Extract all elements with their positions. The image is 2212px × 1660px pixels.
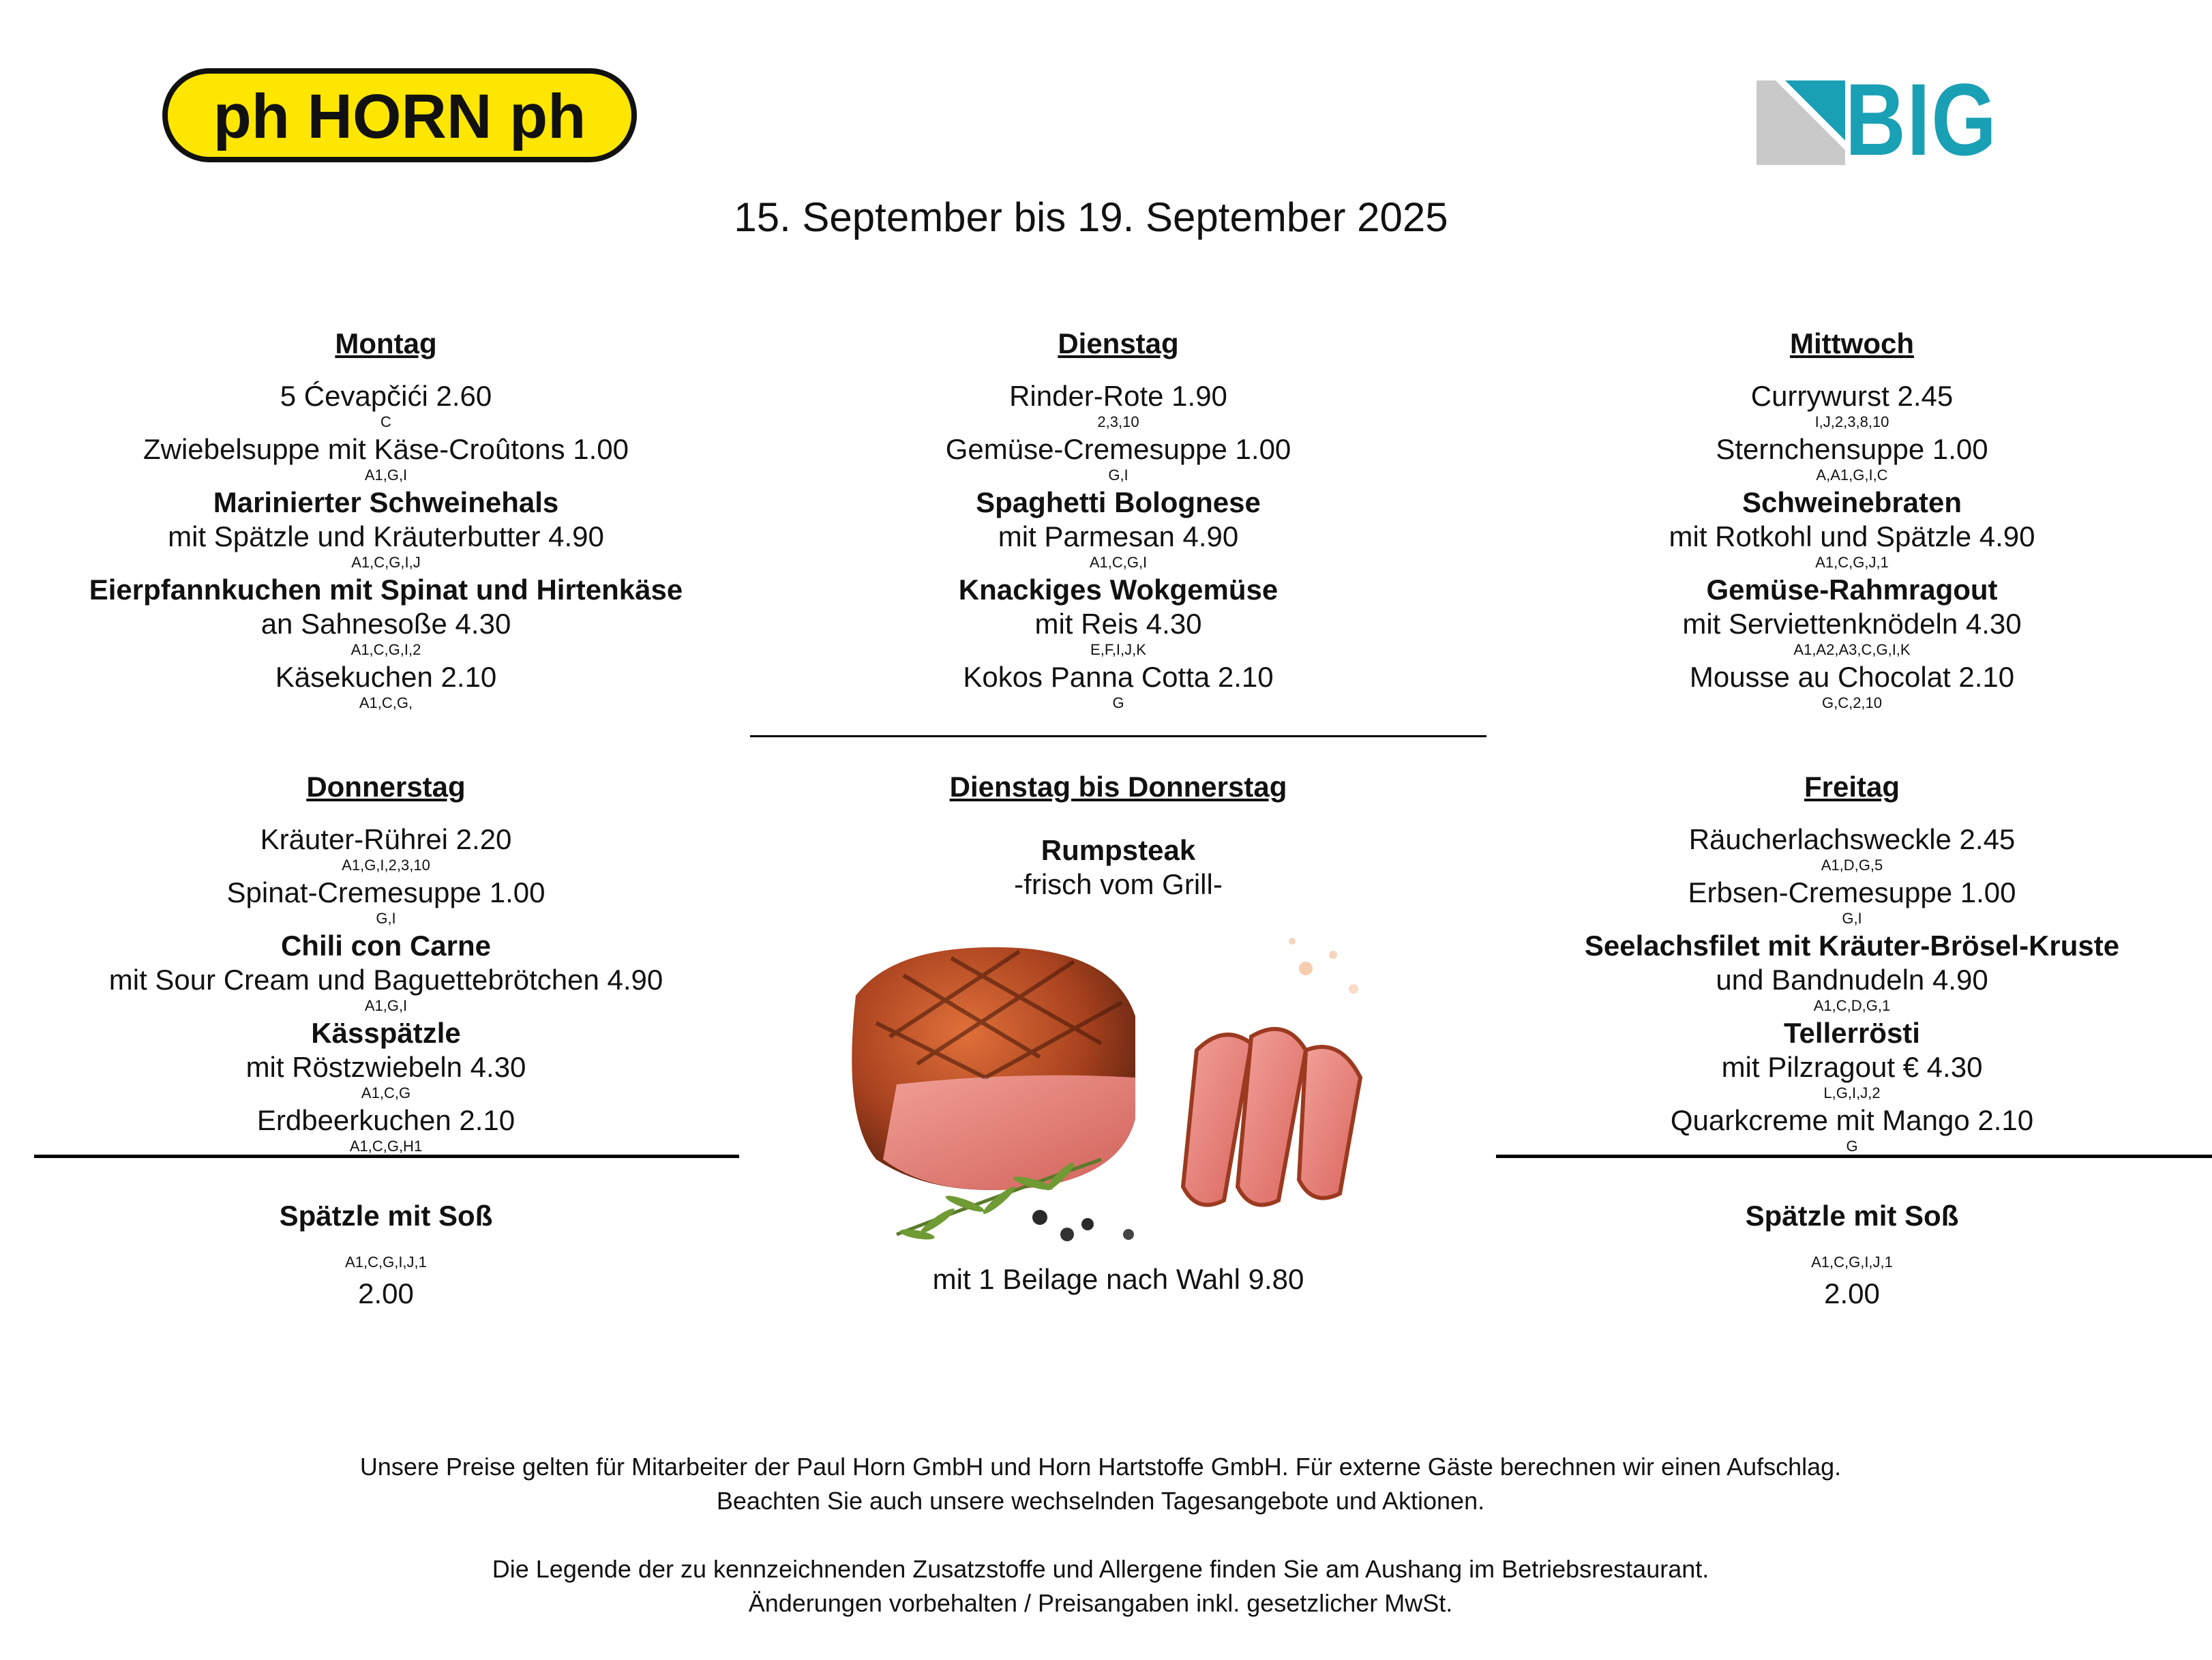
day-column-dienstag bbox=[757, 327, 1480, 713]
allergen-codes: A1,C,G,I bbox=[1089, 554, 1148, 571]
steak-illustration bbox=[815, 914, 1429, 1255]
menu-item-title: Seelachsfilet mit Kräuter-Brösel-Kruste bbox=[1584, 930, 2120, 962]
allergen-codes: A1,G,I bbox=[364, 997, 408, 1014]
allergen-codes: L,G,I,J,2 bbox=[1823, 1084, 1881, 1101]
divider-line bbox=[750, 735, 1486, 737]
menu-item: Currywurst 2.45 bbox=[1750, 380, 1954, 412]
allergen-codes: A1,C,D,G,1 bbox=[1813, 997, 1891, 1014]
allergen-codes: I,J,2,3,8,10 bbox=[1814, 413, 1889, 430]
day-title: Montag bbox=[335, 327, 437, 359]
allergen-codes: A1,C,G,I,J,1 bbox=[1811, 1254, 1893, 1271]
menu-item-title: Marinierter Schweinehals bbox=[213, 486, 559, 518]
allergen-codes: G,I bbox=[376, 910, 396, 927]
menu-item: Zwiebelsuppe mit Käse-Croûtons 1.00 bbox=[143, 433, 629, 465]
day-title: Mittwoch bbox=[1790, 327, 1914, 359]
allergen-codes: A1,G,I,2,3,10 bbox=[342, 857, 430, 874]
extra-title: Spätzle mit Soß bbox=[1745, 1200, 1959, 1232]
footer-line-4: Änderungen vorbehalten / Preisangaben inkl. gesetzlicher MwSt. bbox=[748, 1589, 1453, 1617]
menu-item: Rinder-Rote 1.90 bbox=[1009, 380, 1227, 412]
allergen-codes: G bbox=[1112, 694, 1124, 711]
day-column-montag bbox=[25, 327, 747, 713]
menu-item-title: Chili con Carne bbox=[280, 930, 492, 962]
day-column-freitag bbox=[1491, 771, 2212, 1157]
day-title: Donnerstag bbox=[306, 771, 466, 803]
divider-line bbox=[34, 1155, 739, 1158]
day-column-mittwoch bbox=[1491, 327, 2212, 713]
allergen-codes: A,A1,G,I,C bbox=[1816, 466, 1888, 484]
extra-price: 2.00 bbox=[1824, 1277, 1880, 1309]
extra-right bbox=[1491, 1199, 2212, 1311]
menu-item: Käsekuchen 2.10 bbox=[275, 661, 497, 693]
allergen-codes: A1,C,G,I,J bbox=[351, 554, 421, 571]
menu-item: Quarkcreme mit Mango 2.10 bbox=[1670, 1104, 2034, 1136]
menu-item-title: Kässpätzle bbox=[311, 1017, 461, 1049]
special-dish-subtitle: -frisch vom Grill- bbox=[1014, 868, 1223, 900]
menu-item-title: Eierpfannkuchen mit Spinat und Hirtenkäse bbox=[89, 574, 683, 606]
menu-item: Räucherlachsweckle 2.45 bbox=[1688, 823, 2016, 855]
allergen-codes: 2,3,10 bbox=[1097, 413, 1139, 430]
menu-item: an Sahnesoße 4.30 bbox=[260, 608, 511, 640]
menu-item: Gemüse-Cremesuppe 1.00 bbox=[945, 433, 1291, 465]
menu-item: und Bandnudeln 4.90 bbox=[1716, 964, 1988, 996]
menu-item: Mousse au Chocolat 2.10 bbox=[1689, 661, 2015, 693]
menu-item-title: Gemüse-Rahmragout bbox=[1706, 574, 1998, 606]
divider-line bbox=[1496, 1155, 2212, 1158]
menu-item: mit Rotkohl und Spätzle 4.90 bbox=[1669, 520, 2035, 552]
menu-item: mit Spätzle und Kräuterbutter 4.90 bbox=[168, 520, 604, 552]
allergen-codes: G,I bbox=[1842, 910, 1862, 927]
menu-item: Erbsen-Cremesuppe 1.00 bbox=[1688, 876, 2016, 908]
allergen-codes: A1,C,G,J,1 bbox=[1815, 554, 1889, 571]
menu-item: Kokos Panna Cotta 2.10 bbox=[963, 661, 1274, 693]
footer-line-2: Beachten Sie auch unsere wechselnden Tagesangebote und Aktionen. bbox=[716, 1487, 1485, 1515]
horn-logo bbox=[162, 68, 637, 162]
allergen-codes: C bbox=[380, 413, 391, 430]
menu-item: mit Sour Cream und Baguettebrötchen 4.90 bbox=[108, 964, 663, 996]
big-logo bbox=[1757, 62, 1998, 177]
allergen-codes: A1,C,G,H1 bbox=[349, 1138, 423, 1155]
footer-line-1: Unsere Preise gelten für Mitarbeiter der Paul Horn GmbH und Horn Hartstoffe GmbH. Für externe Gäste berechnen wir einen Aufschlag. bbox=[359, 1453, 1842, 1481]
day-title: Dienstag bbox=[1058, 327, 1179, 359]
menu-item: Erdbeerkuchen 2.10 bbox=[256, 1104, 515, 1136]
allergen-codes: A1,D,G,5 bbox=[1821, 857, 1883, 874]
allergen-codes: A1,A2,A3,C,G,I,K bbox=[1793, 641, 1911, 658]
menu-item: mit Pilzragout € 4.30 bbox=[1721, 1051, 1983, 1083]
day-column-donnerstag bbox=[25, 771, 747, 1157]
big-logo-text: BIG bbox=[1845, 62, 1998, 177]
menu-item: mit Serviettenknödeln 4.30 bbox=[1682, 608, 2022, 640]
menu-item-title: Tellerrösti bbox=[1784, 1017, 1920, 1049]
menu-item: mit Parmesan 4.90 bbox=[998, 520, 1239, 552]
date-range-heading: 15. September bis 19. September 2025 bbox=[734, 194, 1448, 240]
menu-item: Kräuter-Rührei 2.20 bbox=[260, 823, 512, 855]
special-price-line: mit 1 Beilage nach Wahl 9.80 bbox=[932, 1263, 1304, 1295]
allergen-codes: G,C,2,10 bbox=[1821, 694, 1883, 711]
allergen-codes: G bbox=[1846, 1138, 1858, 1155]
allergen-codes: A1,G,I bbox=[364, 466, 408, 484]
menu-item: Sternchensuppe 1.00 bbox=[1716, 433, 1988, 465]
allergen-codes: A1,C,G bbox=[361, 1084, 411, 1101]
menu-item: mit Röstzwiebeln 4.30 bbox=[245, 1051, 526, 1083]
menu-item: mit Reis 4.30 bbox=[1034, 608, 1202, 640]
day-title: Freitag bbox=[1804, 771, 1900, 803]
allergen-codes: G,I bbox=[1108, 466, 1129, 484]
day-title: Dienstag bis Donnerstag bbox=[949, 771, 1287, 803]
allergen-codes: A1,C,G,I,J,1 bbox=[345, 1254, 427, 1271]
footer-line-3: Die Legende der zu kennzeichnenden Zusatzstoffe und Allergene finden Sie am Aushang im Betriebsrestaurant. bbox=[492, 1555, 1709, 1583]
menu-item-title: Knackiges Wokgemüse bbox=[958, 574, 1279, 606]
special-dish-title: Rumpsteak bbox=[1041, 834, 1196, 866]
allergen-codes: A1,C,G,I,2 bbox=[350, 641, 421, 658]
menu-item: Spinat-Cremesuppe 1.00 bbox=[226, 876, 545, 908]
menu-item-title: Schweinebraten bbox=[1742, 486, 1962, 518]
menu-item: 5 Ćevapčići 2.60 bbox=[280, 380, 492, 412]
menu-item-title: Spaghetti Bolognese bbox=[976, 486, 1261, 518]
extra-title: Spätzle mit Soß bbox=[279, 1200, 493, 1232]
allergen-codes: A1,C,G, bbox=[359, 694, 413, 711]
horn-logo-text: ph HORN ph bbox=[213, 82, 586, 151]
extra-left bbox=[25, 1199, 747, 1311]
special-column bbox=[757, 771, 1480, 902]
extra-price: 2.00 bbox=[358, 1277, 414, 1309]
allergen-codes: E,F,I,J,K bbox=[1090, 641, 1146, 658]
